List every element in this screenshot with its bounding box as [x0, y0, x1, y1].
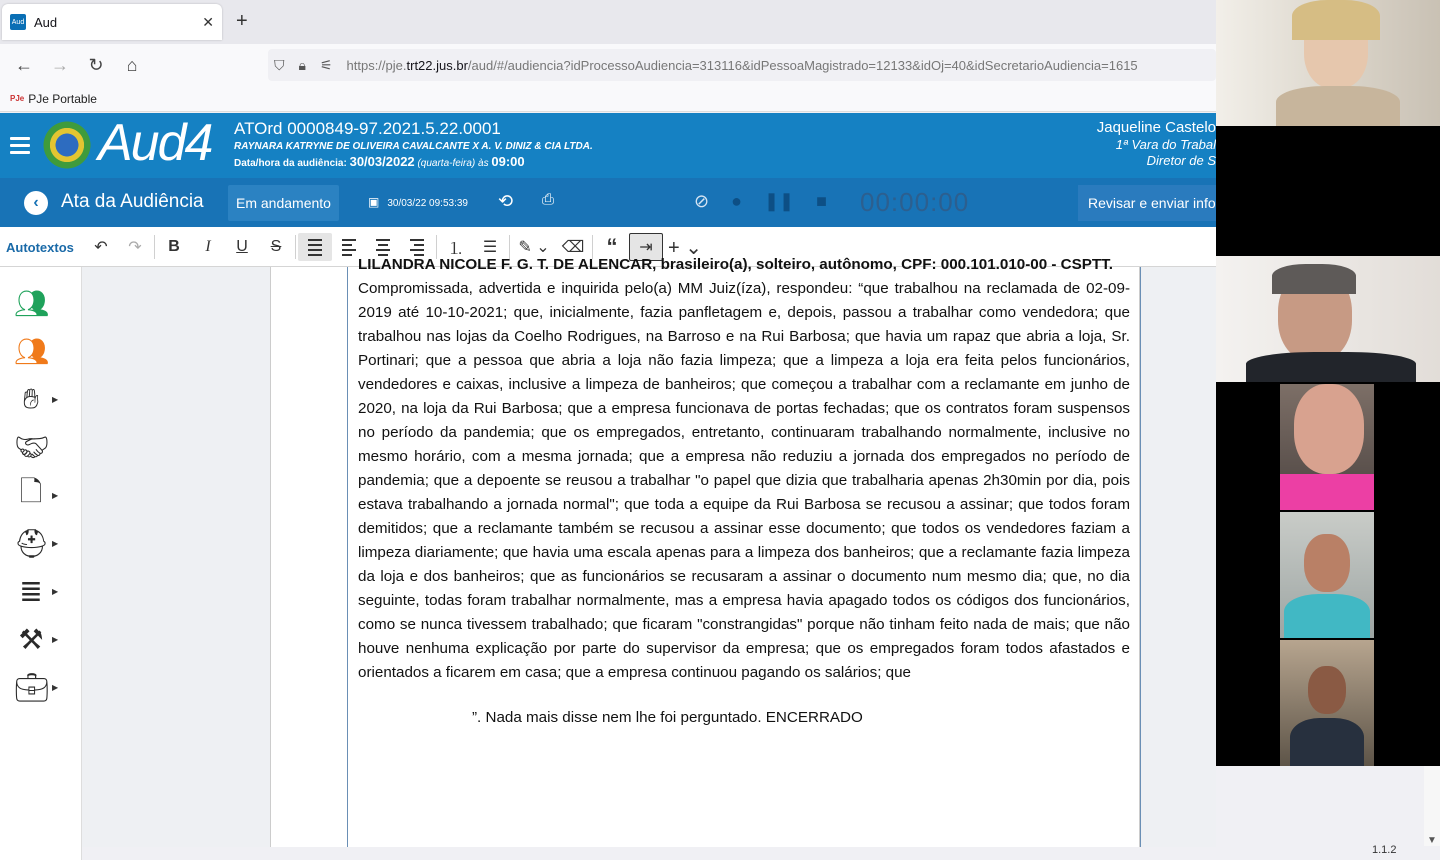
history-icon[interactable]: ⟲ [498, 191, 514, 211]
left-sidebar [0, 267, 82, 860]
sidebar-item-stack[interactable]: ≣ ▶ [14, 573, 68, 609]
scroll-down-icon[interactable]: ▼ [1427, 835, 1437, 846]
quote-icon[interactable]: “ [606, 234, 618, 259]
people-green-icon: 👥︎ [14, 287, 50, 319]
user-role: Diretor de S [1146, 153, 1216, 168]
brazil-coat-of-arms-icon [42, 117, 92, 173]
video-call-panel [1216, 0, 1440, 766]
app-logo: Aud4 [98, 114, 212, 172]
video-tile-6[interactable] [1216, 640, 1440, 766]
align-justify-icon[interactable] [298, 233, 332, 261]
process-number: ATOrd 0000849-97.2021.5.22.0001 [234, 119, 501, 138]
testimony-text: Compromissada, advertida e inquirida pelo(a) MM Juiz(íza), respondeu: “que trabalhou na reclamada de 02-09-2019 até 10-10-2021; que, inicialmente, fazia panfletagem e, depois, passou a trabalhar como vendedora; que trabalhou nas lojas da Coelho Rodrigues, na Barroso e na Rui Barbosa; que havia um rapaz que abria a loja, Sr. Portinari; que a pessoa que abria a loja não fazia limpeza; que a limpeza a loja era feita pelos funcionários, vendedores e caixas, inclusive a limpeza de banheiros; que começou a trabalhar com a reclamante em junho de 2020, na loja da Rui Barbosa; que a empresa funcionava de portas fechadas; que os contratos foram suspensos no período da pandemia; que os empregados, entretanto, continuaram trabalhando normalmente, inclusive no mesmo horário, com a mesma jornada; que a empresa não reduziu a jornada dos empregados no período de pandemia; que a depoente se reusou a trabalhar "o papel que dizia que trabalharia apenas 2h30min por dia, pois estava trabalhando a jornada normal"; que toda a equipe da Rui Barbosa se recusou a assinar; que todos foram demitidos; que a reclamante também se recusou a assinar esse documento; que todos os vendedores faziam a limpeza diariamente; que havia uma escala apenas para a limpeza dos banheiros; que a reclamante fazia limpeza da loja e dos banheiros; que as funcionários se recusaram a assinar o documento num mesmo dia; que, no dia seguinte, todas foram trabalhar normalmente, mas a empresa havia apagado todos os códigos dos funcionários, como se nunca tivessem trabalhado; que ficaram "constrangidas" porque não tinham feito nada de mais; que não houve nenhuma explicação por parte do supervisor da empresa; que os empregados foram todos afastados e orientados a ficarem em casa; que a empresa continuou pagando os salários; que [358, 280, 1130, 681]
sub-header [0, 178, 1216, 227]
bullet-list-icon[interactable]: ☰ [482, 239, 498, 256]
browser-nav-bar [0, 44, 1216, 86]
video-tile-4[interactable] [1216, 384, 1440, 510]
shield-icon[interactable]: ⛉ [274, 56, 285, 73]
document-icon: 🗋 [19, 476, 43, 507]
bold-icon[interactable]: B [168, 238, 180, 255]
autotextos-label[interactable]: Autotextos [6, 240, 74, 255]
eraser-icon[interactable]: ⌫ [561, 239, 585, 256]
browser-tab-bar [0, 0, 1216, 44]
redo-icon[interactable]: ↷ [128, 239, 142, 256]
browser-tab[interactable] [2, 4, 222, 40]
bookmarks-bar [0, 86, 1216, 112]
lock-icon[interactable]: 🔒︎ [298, 56, 306, 73]
underline-icon[interactable]: U [236, 238, 248, 255]
sidebar-item-agreement[interactable] [14, 429, 68, 465]
print-icon[interactable]: ⎙ [542, 191, 555, 208]
bookmark-pje-portable[interactable]: PJe Portable [28, 91, 97, 106]
text-editor[interactable] [347, 256, 1141, 847]
back-circle-icon[interactable]: ‹ [24, 191, 48, 215]
new-tab-icon[interactable]: + [236, 10, 248, 32]
stack-icon: ≣ [19, 575, 43, 607]
witness-identification: LILANDRA NICOLE F. G. T. DE ALENCAR, brasileiro(a), solteiro, autônomo, CPF: 000.101.010-00 - CSPTT. [358, 256, 1113, 273]
review-send-button[interactable]: Revisar e enviar info [1078, 185, 1216, 221]
indent-icon[interactable]: ⇥ [629, 233, 663, 261]
address-bar[interactable] [268, 49, 1216, 81]
medkit-icon: ⛑︎ [14, 527, 50, 559]
hearing-datetime: Data/hora da audiência: 30/03/2022 (quarta-feira) às 09:00 [234, 154, 525, 169]
sidebar-item-witnesses[interactable] [14, 333, 68, 369]
aud-favicon-icon: Aud [10, 14, 26, 30]
pje-bookmark-icon: PJe [10, 94, 25, 103]
back-arrow-icon[interactable]: ← [15, 54, 33, 75]
save-icon[interactable]: ▣ [368, 195, 380, 209]
recording-controls [694, 191, 827, 212]
menu-icon[interactable] [10, 137, 30, 158]
reload-icon[interactable]: ↻ [88, 54, 104, 75]
tab-title: Aud [34, 14, 58, 30]
video-tile-2[interactable] [1216, 128, 1440, 254]
strikethrough-icon[interactable]: S [270, 238, 282, 255]
sidebar-item-hand[interactable]: ✋︎ ▶ [14, 381, 68, 417]
pause-icon[interactable]: ❚❚ [763, 191, 795, 211]
video-tile-1[interactable] [1216, 0, 1440, 126]
stop-icon[interactable]: ■ [816, 191, 828, 211]
gavel-icon: ⚒︎ [18, 623, 44, 655]
numbered-list-icon[interactable]: ⒈ [447, 240, 464, 258]
document-text[interactable] [358, 253, 1130, 685]
insert-icon[interactable]: + ⌄ [668, 236, 702, 259]
people-orange-icon: 👥︎ [14, 335, 50, 367]
undo-icon[interactable]: ↶ [94, 239, 108, 256]
user-name: Jaqueline Castelo [1096, 119, 1216, 136]
home-icon[interactable]: ⌂ [126, 54, 138, 75]
italic-icon[interactable]: I [205, 238, 211, 255]
highlight-icon[interactable]: ✎ ⌄ [518, 239, 550, 256]
video-tile-5[interactable] [1216, 512, 1440, 638]
permissions-icon[interactable]: ⚟ [319, 56, 333, 73]
briefcase-icon: 💼︎ [14, 671, 50, 703]
scrollbar[interactable] [1424, 766, 1440, 846]
status-badge: Em andamento [228, 185, 339, 221]
document-page [270, 256, 1140, 847]
user-info [1097, 119, 1216, 168]
record-icon[interactable]: ● [731, 191, 742, 211]
forward-arrow-icon[interactable]: → [51, 54, 69, 75]
closing-text: ”. Nada mais disse nem lhe foi perguntado. ENCERRADO [472, 709, 863, 726]
user-court: 1ª Vara do Trabal [1115, 137, 1216, 152]
close-tab-icon[interactable]: ✕ [202, 13, 214, 30]
sidebar-item-briefcase[interactable]: 💼︎ ▶ [14, 671, 59, 703]
version-label: 1.1.2 [1372, 844, 1397, 856]
process-info [234, 119, 593, 169]
handshake-icon: 🤝︎ [14, 431, 50, 463]
editor-area [82, 256, 1216, 847]
sidebar-item-parties[interactable] [14, 285, 68, 321]
page-title: Ata da Audiência [61, 191, 204, 212]
sidebar-item-medical[interactable]: ⛑︎ ▶ [14, 527, 59, 559]
save-timestamp: ▣ 30/03/22 09:53:39 [368, 195, 468, 209]
hand-icon: ✋︎ [23, 382, 39, 414]
recording-timer: 00:00:00 [860, 187, 970, 217]
process-parties: RAYNARA KATRYNE DE OLIVEIRA CAVALCANTE X A. V. DINIZ & CIA LTDA. [234, 141, 593, 152]
camera-off-icon[interactable]: ⊘ [694, 191, 710, 211]
video-tile-3[interactable] [1216, 256, 1440, 382]
url-text: https://pje.trt22.jus.br/aud/#/audiencia?idProcessoAudiencia=313116&idPessoaMagistrado=12133&idOj=40&idSecretarioAudiencia=1615 [346, 57, 1138, 73]
sidebar-item-gavel[interactable]: ⚒︎ ▶ [14, 621, 68, 657]
sidebar-item-document[interactable]: 🗋 ▶ [14, 477, 68, 513]
app-header [0, 113, 1216, 178]
